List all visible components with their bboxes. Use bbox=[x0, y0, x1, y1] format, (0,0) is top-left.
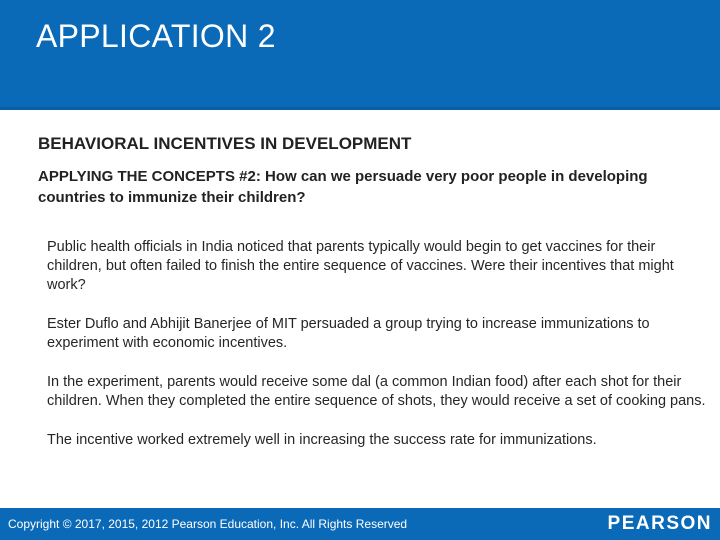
body-paragraphs bbox=[47, 238, 707, 470]
paragraph-3: In the experiment, parents would receive some dal (a common Indian food) after each shot for their children. When they completed the entire sequence of shots, they would receive a set of cooking pans. bbox=[47, 374, 706, 409]
copyright-text: Copyright © 2017, 2015, 2012 Pearson Education, Inc. All Rights Reserved bbox=[8, 517, 408, 531]
section-heading: BEHAVIORAL INCENTIVES IN DEVELOPMENT bbox=[38, 134, 412, 153]
paragraph-4: The incentive worked extremely well in increasing the success rate for immunizations. bbox=[47, 432, 597, 448]
slide-footer bbox=[0, 508, 720, 540]
paragraph-2: Ester Duflo and Abhijit Banerjee of MIT persuaded a group trying to increase immunizations to experiment with economic incentives. bbox=[47, 316, 650, 351]
question-text: APPLYING THE CONCEPTS #2: How can we persuade very poor people in developing countries to immunize their children? bbox=[38, 168, 648, 206]
header-divider bbox=[0, 107, 720, 110]
paragraph-1: Public health officials in India noticed that parents typically would begin to get vaccines for their children, but often failed to finish the entire sequence of vaccines. Were their incentives that might work? bbox=[47, 239, 674, 293]
slide-title: APPLICATION 2 bbox=[36, 18, 276, 54]
pearson-logo: PEARSON bbox=[607, 513, 712, 534]
slide-header bbox=[0, 0, 720, 107]
